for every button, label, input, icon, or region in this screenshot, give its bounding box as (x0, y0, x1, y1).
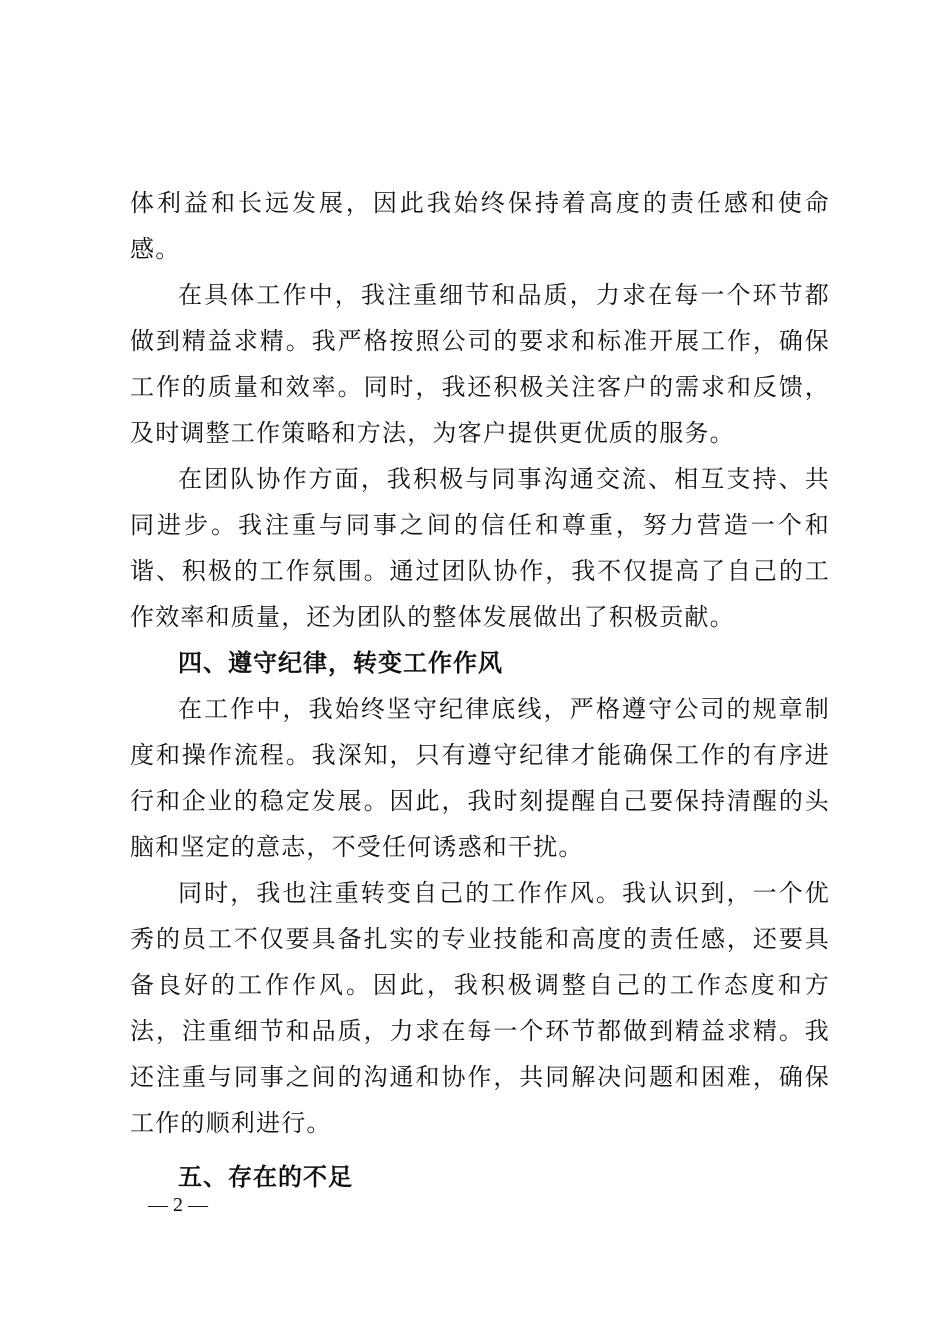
paragraph-work-style: 同时，我也注重转变自己的工作作风。我认识到，一个优秀的员工不仅要具备扎实的专业技能和高度的责任感，还要具备良好的工作作风。因此，我积极调整自己的工作态度和方法，注重细节和品质，力求在每一个环节都做到精益求精。我还注重与同事之间的沟通和协作，共同解决问题和困难，确保工作的顺利进行。 (130, 879, 830, 1137)
paragraph-discipline: 在工作中，我始终坚守纪律底线，严格遵守公司的规章制度和操作流程。我深知，只有遵守纪律才能确保工作的有序进行和企业的稳定发展。因此，我时刻提醒自己要保持清醒的头脑和坚定的意志，不受任何诱惑和干扰。 (130, 695, 830, 861)
page-number: — 2 — (148, 1194, 208, 1216)
paragraph-detail-work: 在具体工作中，我注重细节和品质，力求在每一个环节都做到精益求精。我严格按照公司的要求和标准开展工作，确保工作的质量和效率。同时，我还积极关注客户的需求和反馈，及时调整工作策略和方法，为客户提供更优质的服务。 (130, 281, 830, 447)
section-heading-4: 四、遵守纪律，转变工作作风 (178, 649, 503, 677)
section-heading-5: 五、存在的不足 (178, 1163, 353, 1191)
paragraph-continued: 体利益和长远发展，因此我始终保持着高度的责任感和使命感。 (130, 189, 830, 263)
document-body (130, 180, 830, 1200)
paragraph-teamwork: 在团队协作方面，我积极与同事沟通交流、相互支持、共同进步。我注重与同事之间的信任和尊重，努力营造一个和谐、积极的工作氛围。通过团队协作，我不仅提高了自己的工作效率和质量，还为团队的整体发展做出了积极贡献。 (130, 465, 830, 631)
